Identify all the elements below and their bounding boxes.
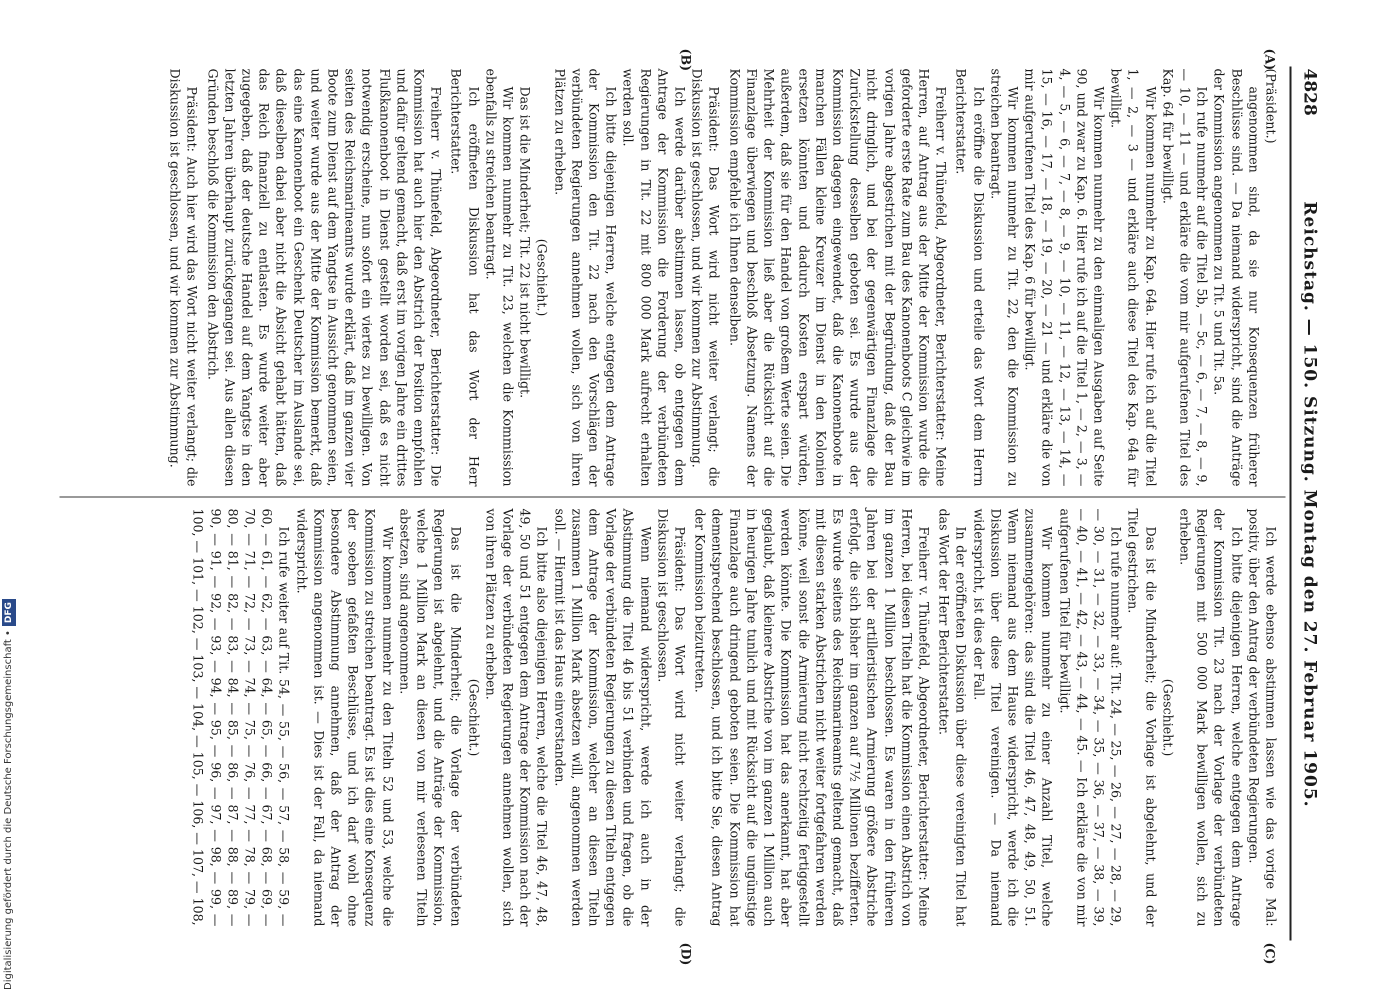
page-header [1289,68,1323,940]
margin-marker-b: (B) [678,48,693,71]
paragraph: Freiherr v. Thünefeld, Abgeordneter, Berichterstatter: Meine Herren, auf Antrag aus der Mitte der Kommission wurde die geforderte erste Rate zum Bau des Kanonenboots C gleichwie im vorigen Jahre abgestrichen mit der Begründung, daß der Bau nicht dringlich, und bei der gegenwärtigen Finanzlage die Zurückstellung desselben geboten sei. Es wurde aus der Kommission dagegen eingewendet, daß die Kanonenboote in manchen Fällen kleine Kreuzer im Dienst in den Kolonien ersetzen könnten und dadurch Kosten erspart würden, außerdem, daß sie für den Handel von großem Werte seien. Die Mehrheit der Kommission ließ aber die Rücksicht auf die Finanzlage überwiegen und beschloß Absetzung. Namens der Kommission empfehle ich Ihnen denselben. [726,68,949,486]
stage-direction: (Geschieht.) [1159,678,1175,756]
paragraph: angenommen sind, da sie nur Konsequenzen früherer Beschlüsse sind. — Da niemand widerspricht, sind die Anträge der Kommission angenommen zu Tit. 5 und Tit. 5a. [1211,68,1261,486]
margin-marker-a: (A) [1262,48,1277,70]
paragraph: Präsident: Das Wort wird nicht weiter verlangt; die Diskussion ist geschlossen. [654,508,688,926]
paragraph: Wir kommen nunmehr zu den Titeln 52 und 53, welche die Kommission zu streichen beantragt. Es ist dies eine Konsequenz der soeben gefaßten Beschlüsse, und ich darf wohl ohne besondere Abstimmung annehmen, daß der Antrag der Kommission angenommen ist. — Dies ist der Fall, da niemand widerspricht. [293,508,395,926]
paragraph: Wir kommen nunmehr zu Tit. 23, welchen die Kommission ebenfalls zu streichen beantragt. [482,68,516,486]
page-title: Reichstag. — 150. Sitzung. Montag den 27. Februar 1905. [1299,200,1319,808]
paragraph: Das ist die Minderheit; die Vorlage ist abgelehnt, und der Titel gestrichen. [1125,508,1158,926]
column-divider [59,496,1285,497]
paragraph: Ich eröffne die Diskussion und erteile das Wort dem Herrn Berichterstatter. [953,68,986,486]
paragraph: Ich bitte diejenigen Herren, welche entgegen dem Antrage der Kommission den Tit. 22 nach den Vorschlägen der verbündeten Regierungen annehmen wollen, sich von ihren Plätzen zu erheben. [551,68,619,486]
paragraph: Das ist die Minderheit; die Vorlage der verbündeten Regierungen ist abgelehnt, und die Anträge der Kommission, welche 1 Million Mark an diesen von mir verlesenen Titeln absetzen, sind angenommen. [396,508,464,926]
page-number: 4828 [1299,68,1319,116]
paragraph: Freiherr v. Thünefeld, Abgeordneter, Berichterstatter: Meine Herren, bei diesen Titeln hat die Kommission einen Abstrich von im ganzen 1 Million beschlossen. Es waren in den früheren Jahren bei der artilleristischen Armierung größere Abstriche erfolgt, die sich bisher im ganzen auf 7½ Millionen bezifferten. Es wurde seitens des Reichsmarineamts geltend gemacht, daß mit diesen starken Abstrichen nicht weiter fortgefahren werden könne, weil sonst die Armierung nicht rechtzeitig fertiggestellt werden könnte. Die Kommission hat das anerkannt, hat aber geglaubt, daß kleinere Abstriche von im ganzen 1 Million auch in heurigen Jahre tunlich und mit Rücksicht auf die ungünstige Finanzlage auch dringend geboten seien. Die Kommission hat dementsprechend beschlossen, und ich bitte Sie, diesen Antrag der Kommission beizutreten. [692,508,931,926]
paragraph: Wenn niemand widerspricht, werde ich auch in der Abstimmung die Titel 46 bis 51 verbinden und fragen, ob die Vorlage der verbündeten Regierungen zu diesen Titeln entgegen dem Antrage der Kommission, welcher an diesen Titeln zusammen 1 Million Mark absetzen will, angenommen werden soll. — Hiermit ist das Haus einverstanden. [551,508,653,926]
stage-direction: (Geschieht.) [534,238,550,316]
paragraph: Wir kommen nunmehr zu Tit. 22, den die Kommission zu streichen beantragt. [987,68,1020,486]
paragraph: Ich werde darüber abstimmen lassen, ob entgegen dem Antrage der Kommission die Forderung der verbündeten Regierungen in Tit. 22 mit 800 000 Mark aufrecht erhalten werden soll. [620,68,688,486]
paragraph: Wir kommen nunmehr zu einer Anzahl Titel, welche zusammengehören: das sind die Titel 46, 47, 48, 49, 50, 51. Wenn niemand aus dem Hause widerspricht, werde ich die Diskussion über diese Titel vereinigen. — Da niemand widerspricht, ist dies der Fall. [970,508,1055,926]
paragraph: Ich rufe weiter auf Tit. 54, — 55, — 56, — 57, — 58, — 59, — 60, — 61, — 62, — 63, — 64, — 65, — 66, — 67, — 68, — 69, — 70, — 71, — 72, — 73, — 74, — 75, — 76, — 77, — 78, — 79, — 80, — 81, — 82, — 83, — 84, — 85, — 86, — 87, — 88, — 89, — 90, — 91, — 92, — 93, — 94, — 95, — 96, — 97, — 98, — 99, — 100, — 101, — 102, — 103, — 104, — 105, — 106, — 107, — 108, [190,508,292,926]
paragraph: Ich rufe nunmehr auf die Titel 5b, — 5c, — 6, — 7, — 8, — 9, — 10, — 11 — und erkläre die vom mir aufgerufenen Titel des Kap. 64 für bewilligt. [1159,68,1210,486]
paragraph: Präsident: Das Wort wird nicht weiter verlangt; die Diskussion ist geschlossen, und wir kommen zur Abstimmung. [689,68,722,486]
paragraph: Ich eröffneten Diskussion hat das Wort der Herr Berichterstatter. [448,68,481,486]
paragraph: (Präsident.) [1263,68,1278,144]
dfg-logo: DFG [2,599,16,626]
paragraph: Ich bitte also diejenigen Herren, welche die Titel 46, 47, 48, 49, 50 und 51 entgegen dem Antrage der Kommission nach der Vorlage der verbündeten Regierungen annehmen wollen, sich von ihren Plätzen zu erheben. [482,508,550,926]
paragraph: Das ist die Minderheit; Tit. 22 ist nicht bewilligt. [517,86,533,398]
right-column [189,508,1279,926]
paragraph: Wir kommen nunmehr zu Kap. 64a. Hier rufe ich auf die Titel 1, — 2, — 3 — und erkläre auch diese Titel des Kap. 64a für bewilligt. [1108,68,1158,486]
paragraph: Wir kommen nunmehr zu den einmaligen Ausgaben auf Seite 90, und zwar zu Kap. 6. Hier rufe ich auf die Titel 1, — 2, — 3, — 4, — 5, — 6, — 7, — 8, — 9, — 10, — 11, — 12, — 13, — 14, — 15, — 16, — 17, — 18, — 19, — 20, — 21 — und erkläre die von mir aufgerufenen Titel des Kap. 6 für bewilligt. [1022,68,1106,486]
paragraph: In der eröffneten Diskussion über diese vereinigten Titel hat das Wort der Herr Berichterstatter. [936,508,969,926]
margin-marker-d: (D) [678,942,693,965]
paragraph: Ich rufe nunmehr auf: Tit. 24, — 25, — 26, — 27, — 28, — 29, — 30, — 31, — 32, — 33, — 34, — 35, — 36, — 37, — 38, — 39, — 40, — 41, — 42, — 43, — 44, — 45. — Ich erkläre die von mir aufgerufenen Titel für bewilligt. [1056,508,1124,926]
header-rule [1289,66,1291,940]
left-column [166,68,1279,486]
margin-marker-c: (C) [1262,942,1277,964]
digitization-credit [2,0,16,1000]
paragraph: Ich werde ebenso abstimmen lassen wie das vorige Mal: positiv, über den Antrag der verbündeten Regierungen. [1245,508,1278,926]
paragraph: Ich bitte diejenigen Herren, welche entgegen dem Antrage der Kommission Tit. 23 nach der Vorlage der verbündeten Regierungen mit 500 000 Mark bewilligen wollen, sich zu erheben. [1176,508,1244,926]
paragraph: Präsident: Auch hier wird das Wort nicht weiter verlangt; die Diskussion ist geschlossen, und wir kommen zur Abstimmung. [167,68,200,486]
credit-text: Digitalisierung gefördert durch die Deutsche Forschungsgemeinschaft • [3,630,14,990]
stage-direction: (Geschieht.) [465,678,481,756]
paragraph: Freiherr v. Thünefeld, Abgeordneter, Berichterstatter: Die Kommission hat auch hier den Abstrich der Position empfohlen und dafür geltend gemacht, daß erst im vorigen Jahre ein drittes Flußkanonenboot in Dienst gestellt worden sei, daß es nicht notwendig erscheine, nun sofort ein viertes zu bewilligen. Von seiten des Reichsmarineamts wurde erklärt, daß im ganzen vier Boote zum Dienst auf dem Yangtse in Aussicht genommen seien, und weiter wurde aus der Mitte der Kommission bemerkt, daß das eine Kanonenboot ein Geschenk Deutscher im Auslande sei, daß dieselben dabei aber nicht die Absicht gehabt hätten, daß das Reich finanziell zu entlasten. Es wurde weiter aber zugegeben, daß der deutsche Handel auf dem Yangtse in den letzten Jahren überhaupt zurückgegangen sei. Aus allen diesen Gründen beschloß die Kommission den Abstrich. [204,68,444,486]
